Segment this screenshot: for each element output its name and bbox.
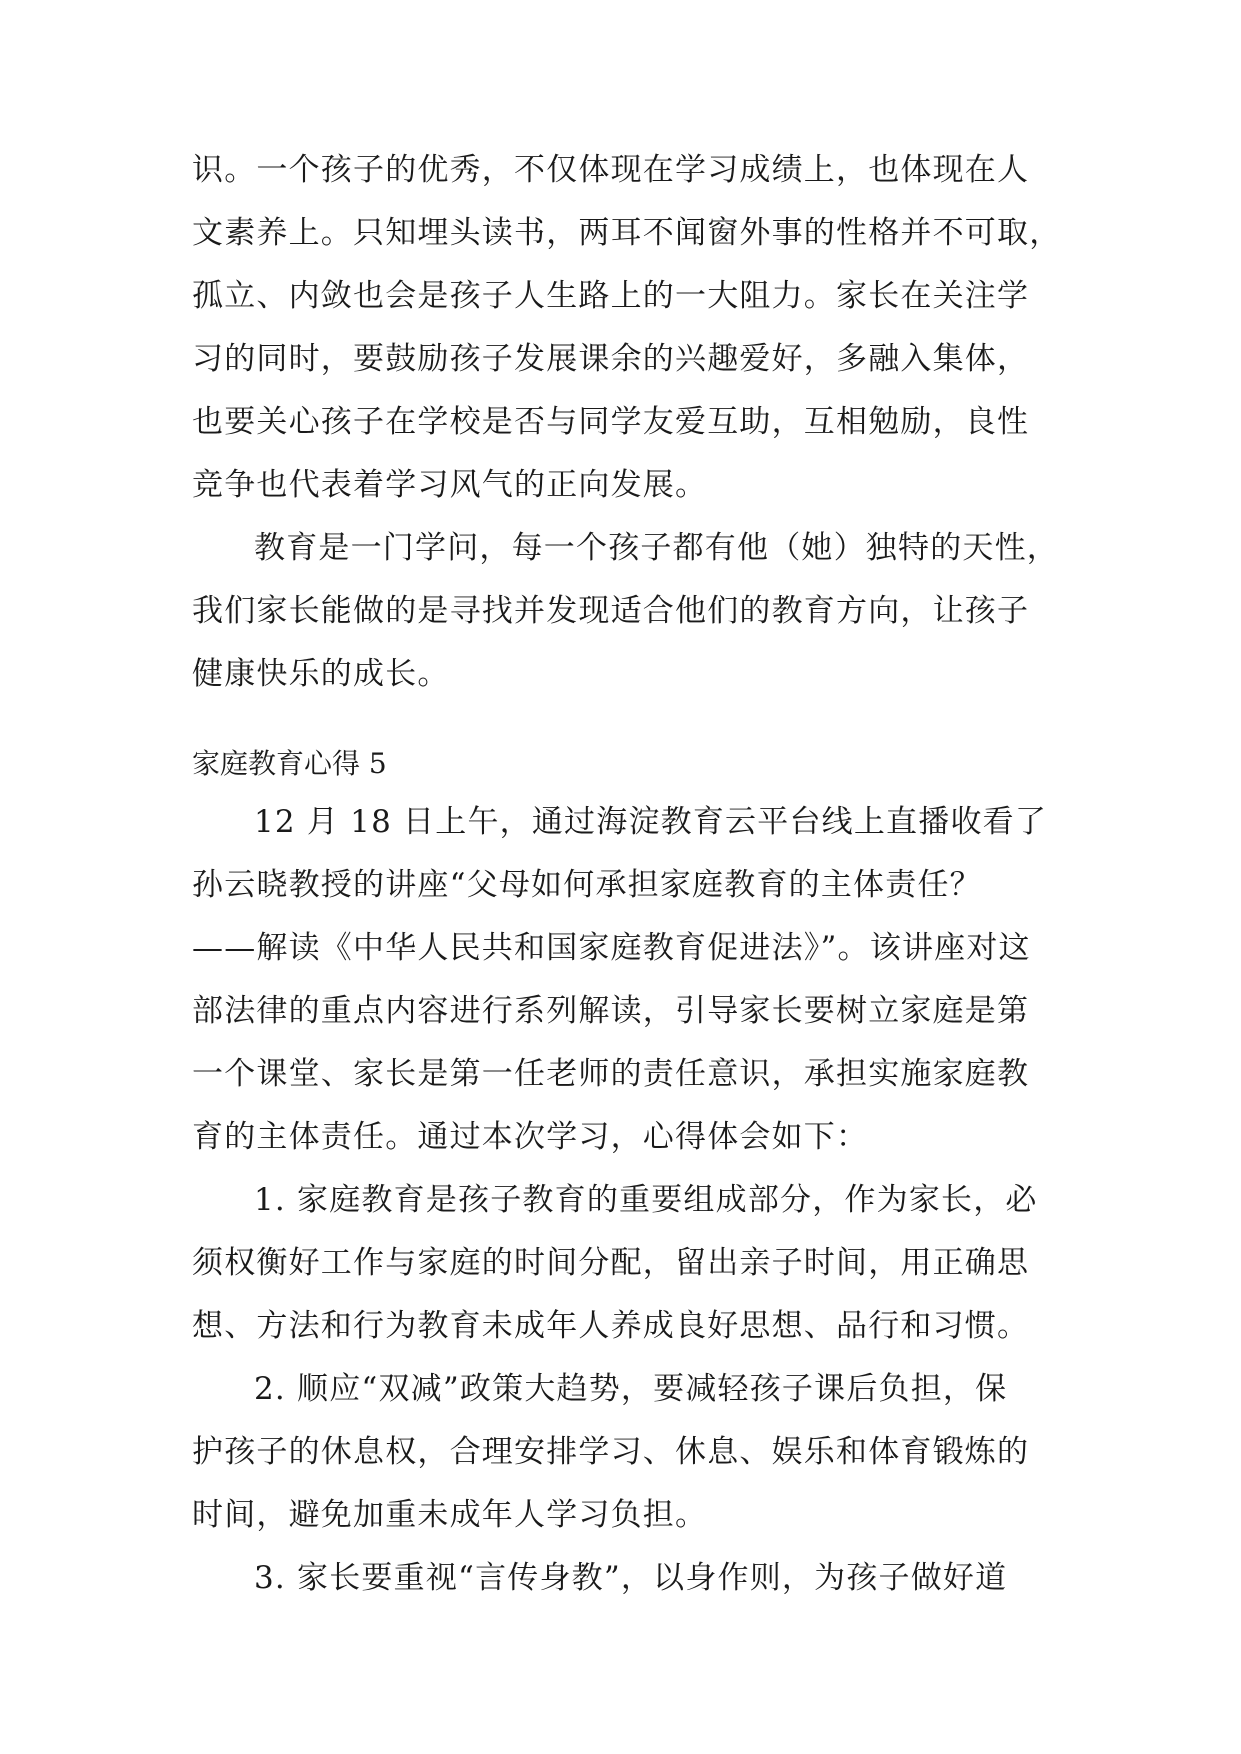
- paragraph-line: ——解读《中华人民共和国家庭教育促进法》”。该讲座对这: [192, 930, 1031, 966]
- paragraph-line: 12 月 18 日上午，通过海淀教育云平台线上直播收看了: [254, 804, 1048, 840]
- list-item-line: 想、方法和行为教育未成年人养成良好思想、品行和习惯。: [192, 1308, 1030, 1344]
- list-item-line: 护孩子的休息权，合理安排学习、休息、娱乐和体育锻炼的: [192, 1434, 1030, 1470]
- list-item-line: 时间，避免加重未成年人学习负担。: [192, 1497, 708, 1533]
- paragraph-line: 我们家长能做的是寻找并发现适合他们的教育方向，让孩子: [192, 593, 1030, 629]
- paragraph-line: 习的同时，要鼓励孩子发展课余的兴趣爱好，多融入集体，: [192, 341, 1030, 377]
- paragraph-line: 竞争也代表着学习风气的正向发展。: [192, 467, 708, 503]
- paragraph-line: 也要关心孩子在学校是否与同学友爱互助，互相勉励，良性: [192, 404, 1030, 440]
- paragraph-line: 教育是一门学问，每一个孩子都有他（她）独特的天性，: [254, 530, 1059, 566]
- list-item-line: 3. 家长要重视“言传身教”，以身作则，为孩子做好道: [254, 1560, 1008, 1596]
- section-title: 家庭教育心得 5: [192, 747, 387, 780]
- paragraph-line: 育的主体责任。通过本次学习，心得体会如下：: [192, 1119, 869, 1155]
- paragraph-line: 文素养上。只知埋头读书，两耳不闻窗外事的性格并不可取，: [192, 215, 1062, 251]
- list-item-line: 1. 家庭教育是孩子教育的重要组成部分，作为家长，必: [254, 1182, 1038, 1218]
- paragraph-line: 孤立、内敛也会是孩子人生路上的一大阻力。家长在关注学: [192, 278, 1030, 314]
- paragraph-line: 部法律的重点内容进行系列解读，引导家长要树立家庭是第: [192, 993, 1030, 1029]
- list-item-line: 2. 顺应“双减”政策大趋势，要减轻孩子课后负担，保: [254, 1371, 1008, 1407]
- paragraph-line: 孙云晓教授的讲座“父母如何承担家庭教育的主体责任？: [192, 867, 982, 903]
- paragraph-line: 识。一个孩子的优秀，不仅体现在学习成绩上，也体现在人: [192, 152, 1030, 188]
- list-item-line: 须权衡好工作与家庭的时间分配，留出亲子时间，用正确思: [192, 1245, 1030, 1281]
- paragraph-line: 一个课堂、家长是第一任老师的责任意识，承担实施家庭教: [192, 1056, 1030, 1092]
- paragraph-line: 健康快乐的成长。: [192, 656, 450, 692]
